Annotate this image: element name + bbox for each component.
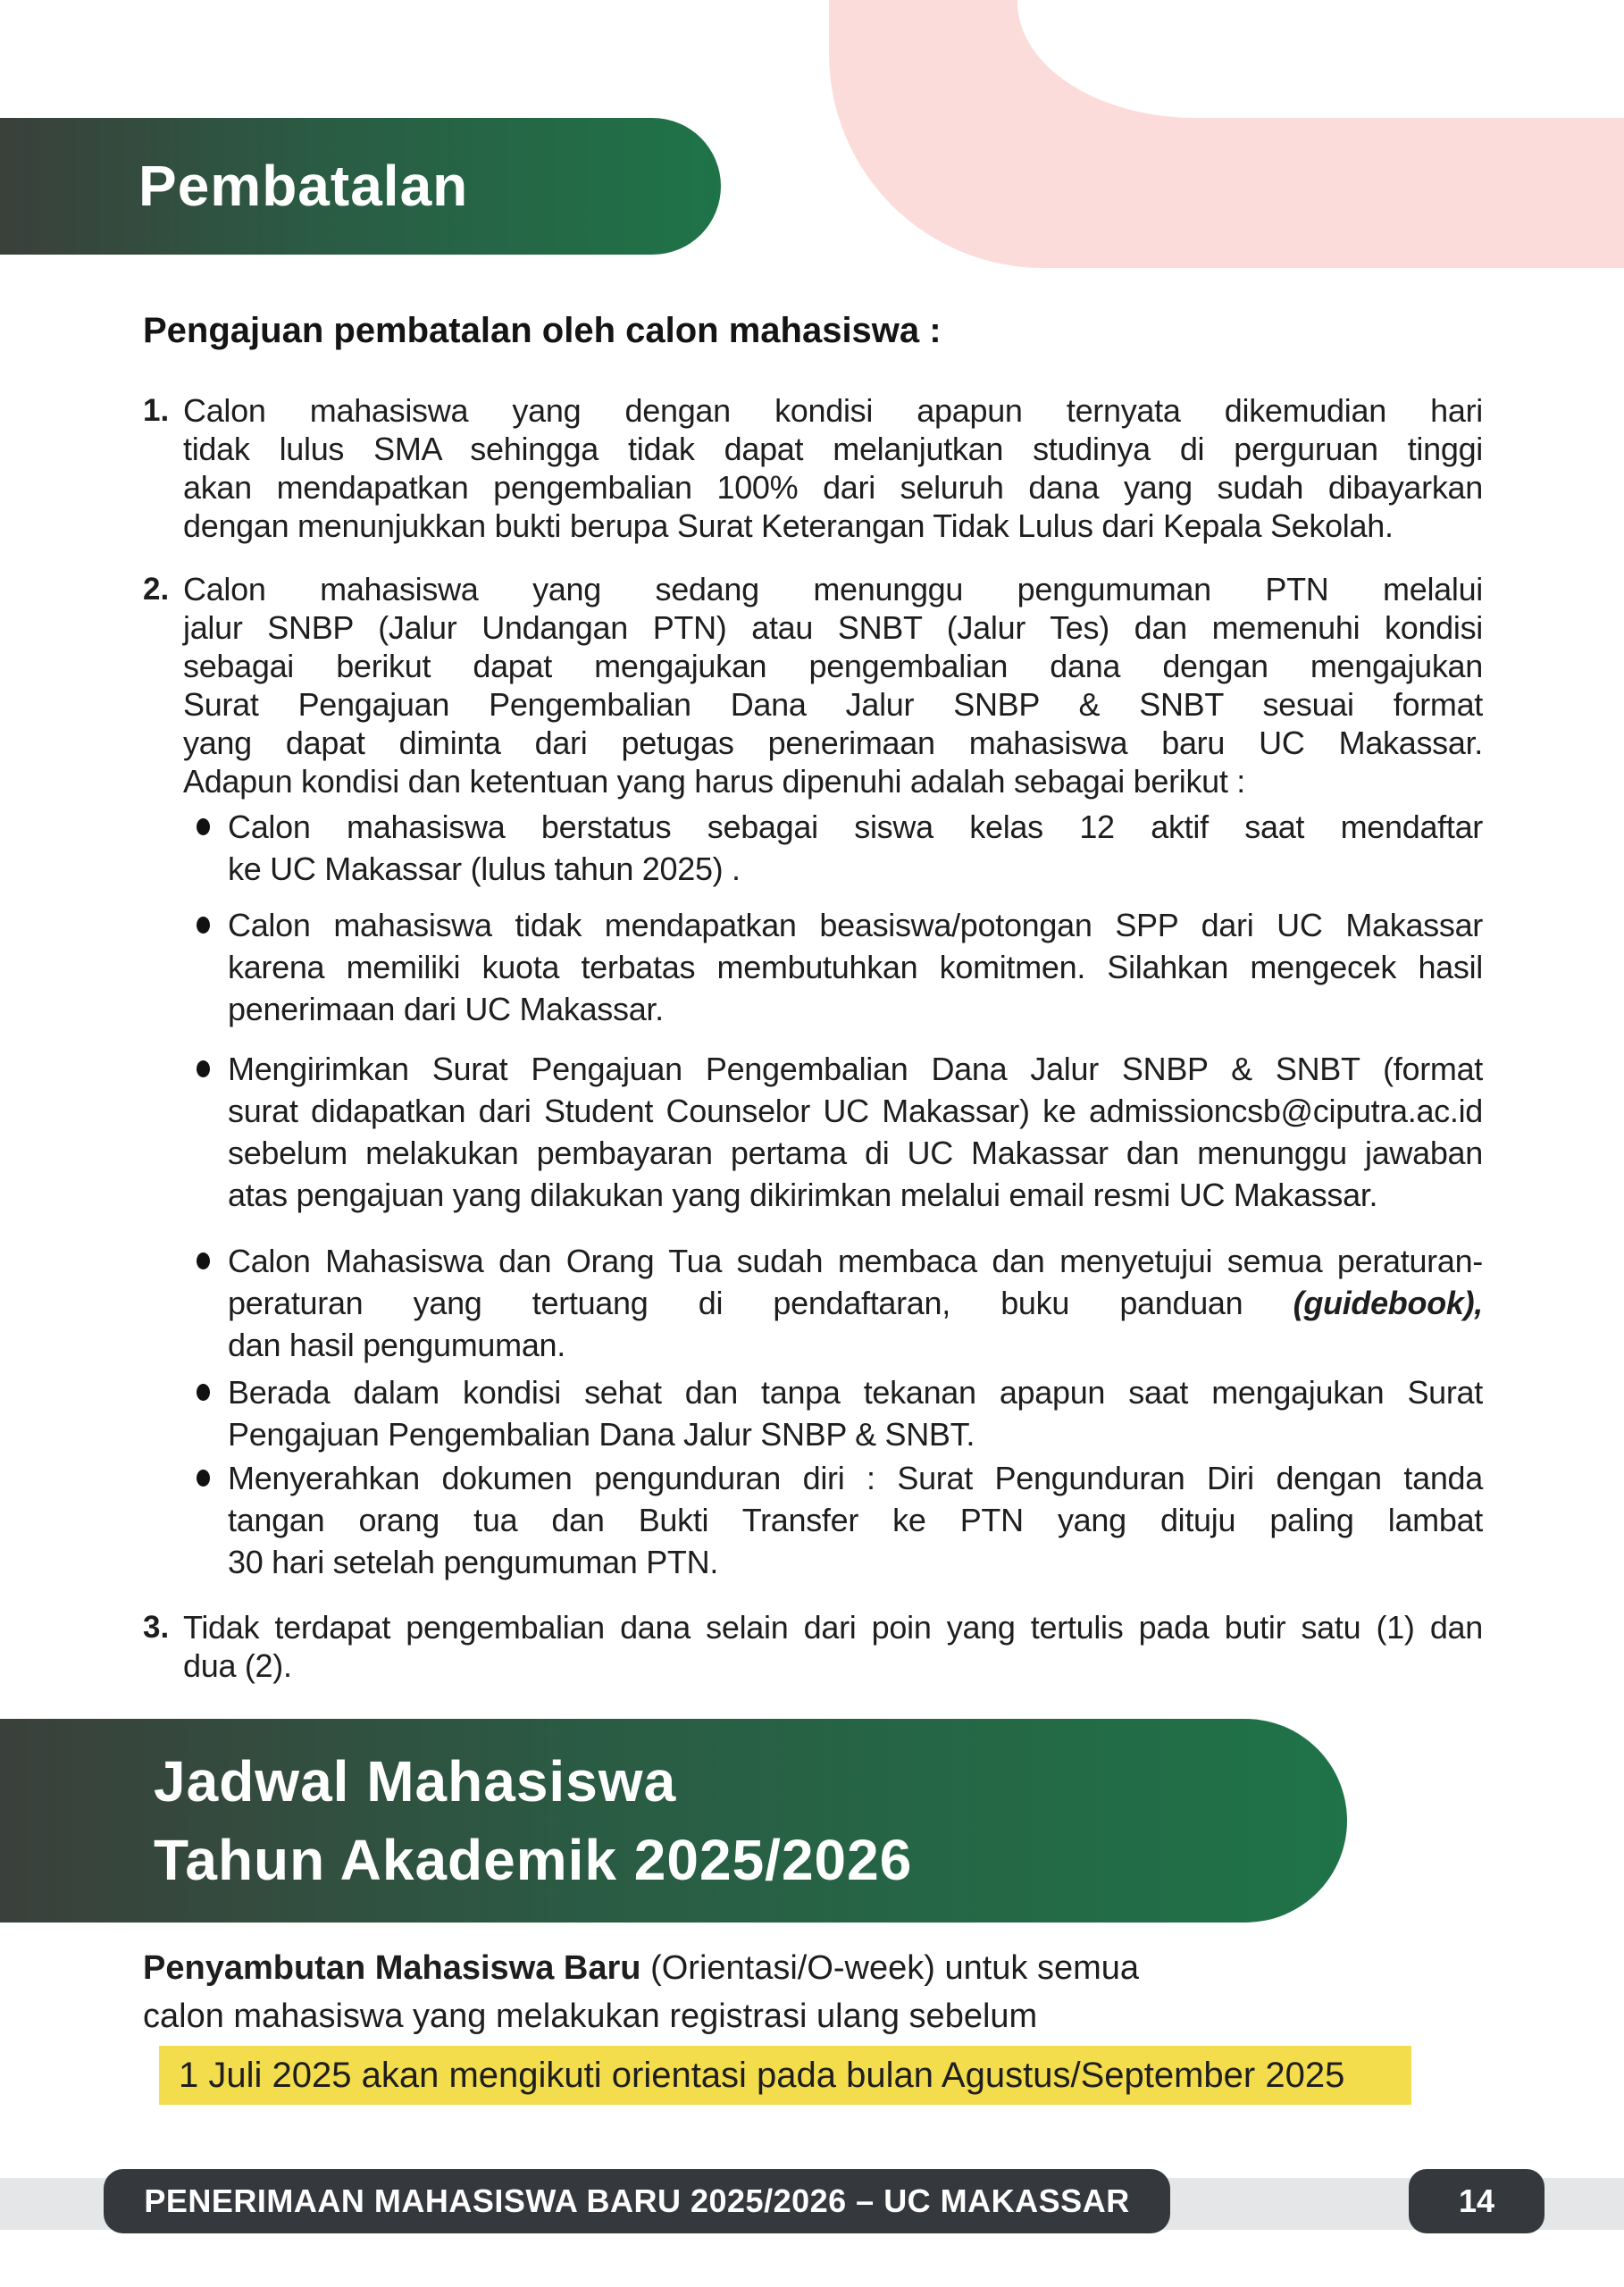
paragraph-line <box>143 1944 1483 1992</box>
text-line: tidak lulus SMA sehingga tidak dapat melanjutkan studinya di perguruan tinggi <box>183 431 1483 467</box>
numbered-item-1 <box>143 391 1483 545</box>
highlighted-note <box>159 2046 1411 2105</box>
bullet-text <box>228 1240 1483 1366</box>
page-number-badge <box>1409 2169 1544 2233</box>
item-text <box>183 570 1483 800</box>
numbered-item-2 <box>143 570 1483 800</box>
pembatalan-banner <box>0 118 721 255</box>
item-number: 3. <box>143 1610 170 1645</box>
section-heading: Pengajuan pembatalan oleh calon mahasiswa : <box>143 311 942 350</box>
bullet-item-6 <box>143 1457 1483 1583</box>
text-line: sebelum melakukan pembayaran pertama di UC Makassar dan menunggu jawaban <box>228 1135 1483 1171</box>
jadwal-banner-line1: Jadwal Mahasiswa <box>154 1749 677 1814</box>
orientation-paragraph <box>143 1944 1483 2040</box>
bullet-icon <box>197 818 210 835</box>
text-line: Mengirimkan Surat Pengajuan Pengembalian Dana Jalur SNBP & SNBT (format <box>228 1051 1483 1087</box>
bullet-item-1 <box>143 806 1483 890</box>
paragraph-line: calon mahasiswa yang melakukan registrasi ulang sebelum <box>143 1998 1038 2035</box>
bullet-item-5 <box>143 1371 1483 1455</box>
bullet-icon <box>197 917 210 934</box>
text-line: Calon mahasiswa yang dengan kondisi apapun ternyata dikemudian hari <box>183 392 1483 429</box>
text-line: 30 hari setelah pengumuman PTN. <box>228 1544 719 1580</box>
text-line: karena memiliki kuota terbatas membutuhkan komitmen. Silahkan mengecek hasil <box>228 949 1483 985</box>
bullet-icon <box>197 1252 210 1269</box>
item-text <box>183 391 1483 545</box>
bullet-icon <box>197 1384 210 1401</box>
text-line: penerimaan dari UC Makassar. <box>228 991 664 1027</box>
footer-title-text: PENERIMAAN MAHASISWA BARU 2025/2026 – UC MAKASSAR <box>144 2182 1130 2219</box>
bullet-text <box>228 1457 1483 1583</box>
text-line: Pengajuan Pengembalian Dana Jalur SNBP & SNBT. <box>228 1416 975 1453</box>
pink-corner-cutout <box>1017 0 1624 118</box>
text-line: Adapun kondisi dan ketentuan yang harus dipenuhi adalah sebagai berikut : <box>183 763 1246 800</box>
text-line: Calon mahasiswa yang sedang menunggu pengumuman PTN melalui <box>183 571 1483 607</box>
pembatalan-banner-title: Pembatalan <box>138 154 469 218</box>
text-line: surat didapatkan dari Student Counselor UC Makassar) ke admissioncsb@ciputra.ac.id <box>228 1093 1483 1129</box>
item-number: 1. <box>143 393 170 428</box>
text-line: Calon mahasiswa tidak mendapatkan beasiswa/potongan SPP dari UC Makassar <box>228 907 1483 943</box>
jadwal-banner-line2: Tahun Akademik 2025/2026 <box>154 1828 913 1892</box>
numbered-item-3 <box>143 1608 1483 1685</box>
text-line <box>228 1282 1483 1324</box>
text-line: tangan orang tua dan Bukti Transfer ke PTN yang dituju paling lambat <box>228 1502 1483 1538</box>
text-line: Calon mahasiswa berstatus sebagai siswa kelas 12 aktif saat mendaftar <box>228 808 1483 845</box>
text-segment: peraturan yang tertuang di pendaftaran, buku panduan <box>228 1285 1293 1321</box>
bullet-item-2 <box>143 904 1483 1030</box>
text-line: sebagai berikut dapat mengajukan pengembalian dana dengan mengajukan <box>183 648 1483 684</box>
text-line: akan mendapatkan pengembalian 100% dari seluruh dana yang sudah dibayarkan <box>183 469 1483 506</box>
text-line: yang dapat diminta dari petugas penerimaan mahasiswa baru UC Makassar. <box>183 725 1483 761</box>
footer-title-bar <box>104 2169 1170 2233</box>
bullet-text <box>228 1371 1483 1455</box>
bullet-item-3 <box>143 1048 1483 1216</box>
text-line: atas pengajuan yang dilakukan yang dikirimkan melalui email resmi UC Makassar. <box>228 1177 1378 1213</box>
text-line: Surat Pengajuan Pengembalian Dana Jalur SNBP & SNBT sesuai format <box>183 686 1483 723</box>
text-line: jalur SNBP (Jalur Undangan PTN) atau SNBT (Jalur Tes) dan memenuhi kondisi <box>183 609 1483 646</box>
paragraph-bold-lead: Penyambutan Mahasiswa Baru <box>143 1949 641 1987</box>
bullet-icon <box>197 1470 210 1487</box>
bullet-icon <box>197 1060 210 1077</box>
bullet-item-4 <box>143 1240 1483 1366</box>
item-number: 2. <box>143 572 170 607</box>
highlighted-note-text: 1 Juli 2025 akan mengikuti orientasi pada bulan Agustus/September 2025 <box>179 2055 1345 2095</box>
text-line: Calon Mahasiswa dan Orang Tua sudah membaca dan menyetujui semua peraturan- <box>228 1243 1483 1279</box>
text-line: dengan menunjukkan bukti berupa Surat Keterangan Tidak Lulus dari Kepala Sekolah. <box>183 507 1394 544</box>
text-line: dua (2). <box>183 1647 292 1684</box>
jadwal-banner <box>0 1719 1347 1923</box>
text-line: Berada dalam kondisi sehat dan tanpa tekanan apapun saat mengajukan Surat <box>228 1374 1483 1411</box>
text-line: Tidak terdapat pengembalian dana selain dari poin yang tertulis pada butir satu (1) dan <box>183 1609 1483 1646</box>
text-line: Menyerahkan dokumen pengunduran diri : Surat Pengunduran Diri dengan tanda <box>228 1460 1483 1496</box>
text-line: ke UC Makassar (lulus tahun 2025) . <box>228 850 741 887</box>
guidebook-emphasis: (guidebook), <box>1293 1285 1483 1321</box>
bullet-text <box>228 904 1483 1030</box>
paragraph-rest: (Orientasi/O-week) untuk semua <box>640 1949 1140 1987</box>
bullet-text <box>228 1048 1483 1216</box>
text-line: dan hasil pengumuman. <box>228 1327 565 1363</box>
page-number: 14 <box>1458 2182 1495 2219</box>
bullet-text <box>228 806 1483 890</box>
item-text <box>183 1608 1483 1685</box>
